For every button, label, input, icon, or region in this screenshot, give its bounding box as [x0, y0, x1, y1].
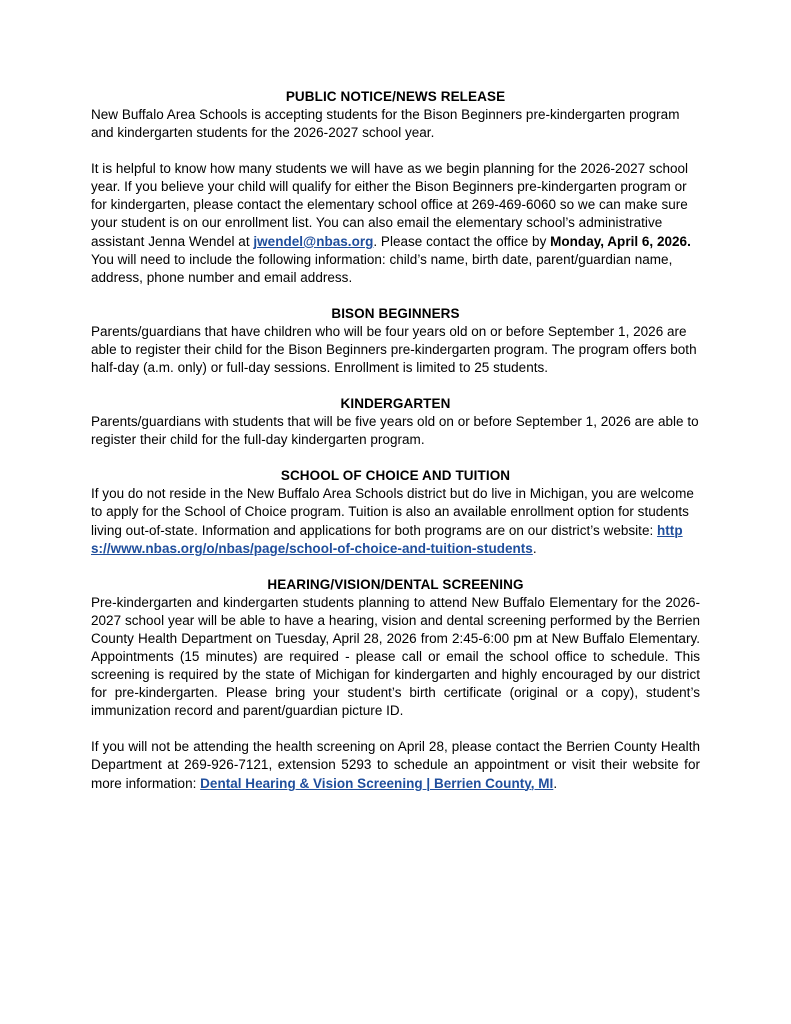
berrien-county-screening-link[interactable]: Dental Hearing & Vision Screening | Berrien County, MI [200, 775, 554, 791]
section-heading-screening: HEARING/VISION/DENTAL SCREENING [267, 576, 524, 592]
section-body-kindergarten: Parents/guardians with students that will be five years old on or before September 1, 2026 are able to register their child for the full-day kindergarten program. [91, 414, 699, 448]
intro-paragraph-1: New Buffalo Area Schools is accepting students for the Bison Beginners pre-kindergarten program and kindergarten students for the 2026-2027 school year. [91, 107, 680, 141]
section-body-school-of-choice [91, 485, 700, 557]
section-heading-kindergarten: KINDERGARTEN [340, 396, 451, 412]
screening-followup-paragraph [91, 738, 700, 792]
intro-paragraph-2-text-after-email: . Please contact the office by [373, 233, 551, 249]
paragraph-spacer [91, 142, 700, 160]
district-website-link[interactable]: https://www.nbas.org/o/nbas/page/school-of-choice-and-tuition-students [91, 522, 683, 556]
deadline-date: Monday, April 6, 2026. [550, 233, 691, 249]
intro-paragraph-2-text-tail: You will need to include the following information: child’s name, birth date, parent/guardian name, address, phone number and email address. [91, 251, 673, 285]
section-spacer-bison [91, 287, 700, 305]
screening-followup-text: If you will not be attending the health screening on April 28, please contact the Berrien County Health Department at 269-926-7121, extension 5293 to schedule an appointment or visit their website for more information: [91, 739, 700, 791]
section-heading-bison-beginners: BISON BEGINNERS [331, 305, 460, 321]
section-spacer-school-of-choice [91, 449, 700, 467]
section-body-bison-beginners: Parents/guardians that have children who will be four years old on or before September 1, 2026 are able to register their child for the Bison Beginners pre-kindergarten program. The program offers both half-day (a.m. only) or full-day sessions. Enrollment is limited to 25 students. [91, 323, 697, 376]
intro-paragraph-2 [91, 160, 700, 287]
page-title: PUBLIC NOTICE/NEWS RELEASE [285, 89, 506, 104]
document-body [91, 88, 700, 793]
screening-followup-spacer [91, 720, 700, 738]
section-heading-school-of-choice: SCHOOL OF CHOICE AND TUITION [280, 468, 511, 484]
section-spacer-kindergarten [91, 377, 700, 395]
intro-paragraph-2-text-before-email: It is helpful to know how many students we will have as we begin planning for the 2026-2027 school year. If you believe your child will qualify for either the Bison Beginners pre-kindergarten program or for kindergarten, please contact the elementary school office at 269-469-6060 so we can make sure your student is on our enrollment list. You can also email the elementary school’s administrative assistant Jenna Wendel at [91, 161, 689, 249]
screening-followup-text-tail: . [553, 775, 558, 791]
school-of-choice-text: If you do not reside in the New Buffalo Area Schools district but do live in Michigan, you are welcome to apply for the School of Choice program. Tuition is also an available enrollment option for students living out-of-state. Information and applications for both programs are on our district’s website: [91, 486, 694, 538]
school-of-choice-text-tail: . [532, 540, 537, 556]
email-link[interactable]: jwendel@nbas.org [253, 233, 374, 249]
section-spacer-screening [91, 558, 700, 576]
section-body-screening: Pre-kindergarten and kindergarten students planning to attend New Buffalo Elementary for the 2026-2027 school year will be able to have a hearing, vision and dental screening performed by the Berrien County Health Department on Tuesday, April 28, 2026 from 2:45-6:00 pm at New Buffalo Elementary. Appointments (15 minutes) are required - please call or email the school office to schedule. This screening is required by the state of Michigan for kindergarten and highly encouraged by our district for pre-kindergarten. Please bring your student’s birth certificate (original or a copy), student’s immunization record and parent/guardian picture ID. [91, 594, 700, 719]
